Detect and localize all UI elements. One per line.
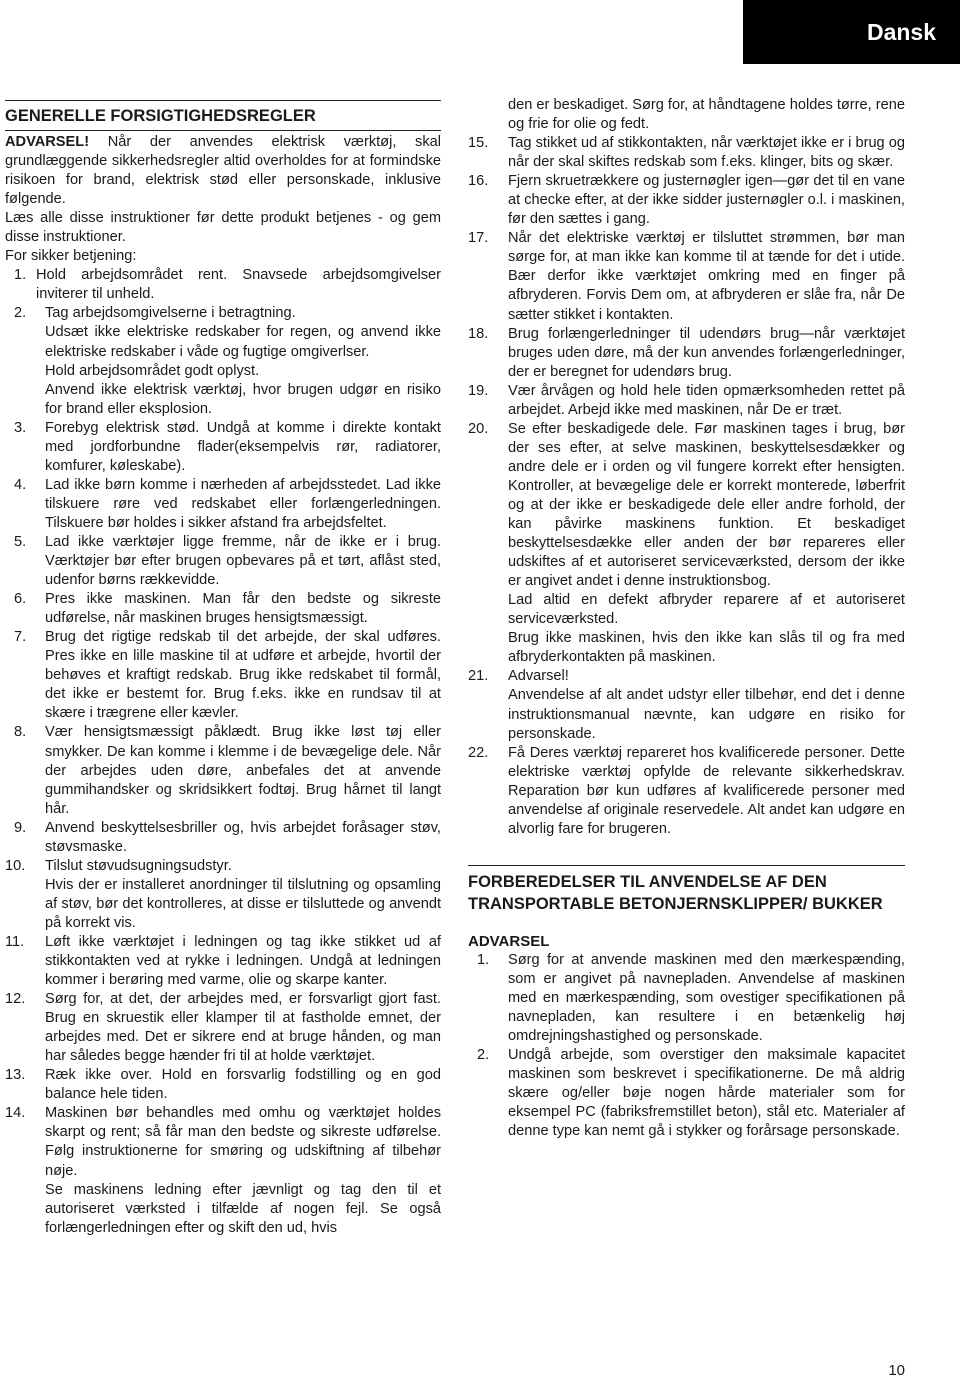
safe-operation-label: For sikker betjening: xyxy=(5,248,137,265)
item-text: Hold arbejdsområdet rent. Snavsede arbejdsomgivelser inviterer til unheld. xyxy=(36,267,441,303)
item-extra: Hold arbejdsområdet godt oplyst. xyxy=(45,362,260,379)
list-item xyxy=(5,857,441,876)
item-number: 4. xyxy=(14,476,27,493)
list-item xyxy=(5,1104,441,1180)
list-item xyxy=(5,933,441,990)
item-extra: Hvis der er installeret anordninger til tilslutning og opsamling af støv, bør det kontrolleres, at disse er tilsluttede og anvendt på korrekt vis. xyxy=(45,876,441,931)
item-text: Sørg for, at det, der arbejdes med, er forsvarligt gjort fast. Brug en skruestik eller klamper til at fastholde emnet, der arbejdes med. Det er sikrere end at bruge hånden, og man har således begge hænder fri til at holde værktøjet. xyxy=(45,991,441,1065)
list-item xyxy=(468,382,905,420)
item-text: Få Deres værktøj repareret hos kvalificerede personer. Dette elektriske værktøj opfylde de relevante sikkerhedskrav. Reparation bør kun udføres af kvalificerede personer med anvendelse af originale reservedele. Alt andet kan udgøre en alvorlig fare for brugeren. xyxy=(508,744,905,837)
warning-subheading: ADVARSEL xyxy=(468,932,550,950)
item-text: Fjern skruetrækkere og justernøgler igen—gør det til en vane at checke efter, at der ikke sidder justernøgler o.l. i maskinen, før den sættes i gang. xyxy=(508,173,905,228)
item-number: 13. xyxy=(5,1067,26,1084)
item-number: 15. xyxy=(468,135,489,152)
list-item xyxy=(5,990,441,1066)
list-item xyxy=(5,819,441,857)
item-extra: Lad altid en defekt afbryder reparere af et autoriseret serviceværksted. xyxy=(508,592,905,628)
item-text: Sørg for at anvende maskinen med den mærkespænding, som er angivet på navnepladen. Anvendelse af maskinen med en mærkespænding, som ovestiger specifikationen på navnepladen, kan resultere i en betænkelig høj omdrejningshastighed og personskade. xyxy=(508,951,905,1045)
page-number: 10 xyxy=(888,1362,905,1379)
item-text: Vær årvågen og hold hele tiden opmærksomheden rettet på arbejdet. Arbejd ikke med maskinen, når De er træt. xyxy=(508,382,905,418)
item-text: Forebyg elektrisk stød. Undgå at komme i direkte kontakt med jordforbundne flader(eksempelvis rør, radiatorer, komfurer, køleskabe). xyxy=(45,419,441,474)
list-item xyxy=(468,1046,905,1141)
item-text: Lad ikke børn komme i nærheden af arbejdsstedet. Lad ikke tilskuere røre ved redskabet eller forlængerledningen. Tilskuere bør holdes i sikker afstand fra arbejdsfeltet. xyxy=(45,476,441,531)
item-number: 6. xyxy=(14,591,27,608)
list-item xyxy=(468,744,905,839)
list-item xyxy=(5,723,441,818)
item-number: 10. xyxy=(5,857,26,874)
item-extra: Brug ikke maskinen, hvis den ikke kan slås til og fra med afbryderkontakten på maskinen. xyxy=(508,630,905,666)
item-number: 5. xyxy=(14,533,27,550)
list-item xyxy=(468,951,905,1046)
item-text: Maskinen bør behandles med omhu og værktøjet holdes skarpt og rent; så får man den bedste og sikreste udførelse. Følg instruktionerne for smøring og udskiftning af tilbehør nøje. xyxy=(45,1105,441,1179)
item-number: 1. xyxy=(14,267,27,284)
item-text: Når det elektriske værktøj er tilsluttet strømmen, bør man sørge for, at man ikke kan komme til at tænde for det i utide. Bær derfor ikke værktøjet omkring med en finger på afbryderen. Forvis Dem om, at afbryderen er slåe fra, når De sætter stikket i kontakten. xyxy=(508,230,905,323)
item-number: 19. xyxy=(468,382,489,399)
item-number: 11. xyxy=(5,933,25,950)
item-number: 20. xyxy=(468,420,489,437)
list-item xyxy=(5,304,441,323)
right-column xyxy=(468,96,905,1141)
language-label: Dansk xyxy=(866,18,936,45)
item-number: 22. xyxy=(468,744,489,761)
item-text: Løft ikke værktøjet i ledningen og tag ikke stikket ud af stikkontakten ved at rykke i ledningen. Undgå at ledningen kommer i berøring med varme, olie og skarpe kanter. xyxy=(45,933,441,989)
item-text: Ræk ikke over. Hold en forsvarlig fodstilling og en god balance hele tiden. xyxy=(45,1067,441,1103)
list-item xyxy=(468,420,905,591)
item-text: Tag stikket ud af stikkontakten, når værktøjet ikke er i brug og når der skal skiftes redskab som f.eks. klinger, bits og skær. xyxy=(508,135,905,171)
item-number: 8. xyxy=(14,724,27,741)
list-item xyxy=(468,325,905,382)
item-text: Tilslut støvudsugningsudstyr. xyxy=(45,857,232,874)
section-heading-preparation: FORBEREDELSER TIL ANVENDELSE AF DEN TRANSPORTABLE BETONJERNSKLIPPER/ BUKKER xyxy=(468,865,905,918)
item-number: 12. xyxy=(5,991,26,1008)
item-number: 16. xyxy=(468,173,489,190)
item-extra: Anvend ikke elektrisk værktøj, hvor brugen udgør en risiko for brand eller eksplosion. xyxy=(45,381,441,417)
item-text: Se efter beskadigede dele. Før maskinen tages i brug, bør der ses efter, at selve maskinen, beskyttelsesdækker og andre dele er i orden og vil fungere korrekt efter hensigten. Kontroller, at bevægelige dele er korrekt monterede, løberfrit og at der ikke er beskadigede dele eller andre forhold, der kan påvirke maskinens funktion. Et beskadiget beskyttelsesdække eller anden der bør repareres eller udskiftes af et autoriseret serviceværksted, dersom der ikke er angivet andet i denne instruktionsbog. xyxy=(508,420,905,590)
item-number: 1. xyxy=(477,951,490,968)
item-text: Pres ikke maskinen. Man får den bedste og sikreste udførelse, når maskinen bruges hensigtsmæssigt. xyxy=(45,591,441,627)
item-extra: Anvendelse af alt andet udstyr eller tilbehør, end det i denne instruktionsmanual nævnte, kan udgøre en risiko for personskade. xyxy=(508,687,905,742)
item-extra: Udsæt ikke elektriske redskaber for regen, og anvend ikke elektriske redskaber i våde og fugtige omgiverlser. xyxy=(45,324,441,360)
read-instructions: Læs alle disse instruktioner før dette produkt betjenes - og gem disse instruktioner. xyxy=(5,210,441,246)
item-text: Brug forlængerledninger til udendørs brug—når værktøjet bruges uden døre, må der kun anvendes forlængerledninger, der er beregnet for udendørs brug. xyxy=(508,325,905,380)
item-text: Vær hensigtsmæssigt påklædt. Brug ikke løst tøj eller smykker. De kan komme i klemme i de bevægelige dele. Når der arbejdes uden døre, anbefales det at anvende gummihandsker og skridsikkert fodtøj. Brug hårnet til langt hår. xyxy=(45,724,441,817)
item-text: Tag arbejdsomgivelserne i betragtning. xyxy=(45,305,296,322)
list-item xyxy=(5,533,441,590)
list-item xyxy=(5,628,441,723)
list-item xyxy=(468,667,905,686)
continuation-text: den er beskadiget. Sørg for, at håndtagene holdes tørre, rene og frie for olie og fedt. xyxy=(508,97,905,133)
item-number: 14. xyxy=(5,1105,26,1122)
list-item xyxy=(5,476,441,533)
item-number: 9. xyxy=(14,819,27,836)
warning-label: ADVARSEL! xyxy=(5,134,90,150)
warning-text: Når der anvendes elektrisk værktøj, skal grundlæggende sikkerhedsregler altid overholdes for at formindske risikoen for brand, elektrisk stød eller personskade, inklusive følgende. xyxy=(5,134,441,208)
item-number: 18. xyxy=(468,325,489,342)
list-item xyxy=(5,266,441,304)
item-number: 3. xyxy=(14,419,27,436)
item-extra: Se maskinens ledning efter jævnligt og tag den til et autoriseret værksted i tilfælde af nogen fejl. Se også forlængerledningen efter og skift den ud, hvis xyxy=(45,1181,441,1236)
list-item xyxy=(5,590,441,628)
item-text: Anvend beskyttelsesbriller og, hvis arbejdet foråsager støv, støvsmaske. xyxy=(45,819,441,855)
item-number: 2. xyxy=(14,305,27,322)
item-number: 7. xyxy=(14,629,27,646)
item-text: Lad ikke værktøjer ligge fremme, når de ikke er i brug. Værktøjer bør efter brugen opbevares på et tørt, aflåst sted, udenfor børns rækkevidde. xyxy=(45,533,441,589)
item-number: 2. xyxy=(477,1047,490,1064)
item-number: 21. xyxy=(468,668,489,685)
item-text: Brug det rigtige redskab til det arbejde, der skal udføres. Pres ikke en lille maskine til at udføre et arbejde, hvortil der behøves et kraftigt redskab. Brug ikke redskabet til formål, det ikke er bestemt for. Brug f.eks. ikke en rundsav til at skære i trægrene eller kævler. xyxy=(45,629,441,722)
language-tab xyxy=(743,0,960,64)
list-item xyxy=(5,1066,441,1104)
warning-paragraph xyxy=(5,133,441,209)
left-column xyxy=(5,96,441,1238)
item-text: Undgå arbejde, som overstiger den maksimale kapacitet maskinen som beskrevet i specifikationerne. De må aldrig skære og/eller bøje nogen hårde materialer som for eksempel PC (fabriksfremstillet beton), stål etc. Materialer af denne type kan nemt gå i stykker og forårsage personskade. xyxy=(508,1047,905,1140)
item-text: Advarsel! xyxy=(508,668,569,685)
section-heading-general: GENERELLE FORSIGTIGHEDSREGLER xyxy=(5,100,441,131)
list-item xyxy=(468,229,905,324)
list-item xyxy=(468,172,905,229)
list-item xyxy=(5,419,441,476)
list-item xyxy=(468,134,905,172)
item-number: 17. xyxy=(468,230,489,247)
